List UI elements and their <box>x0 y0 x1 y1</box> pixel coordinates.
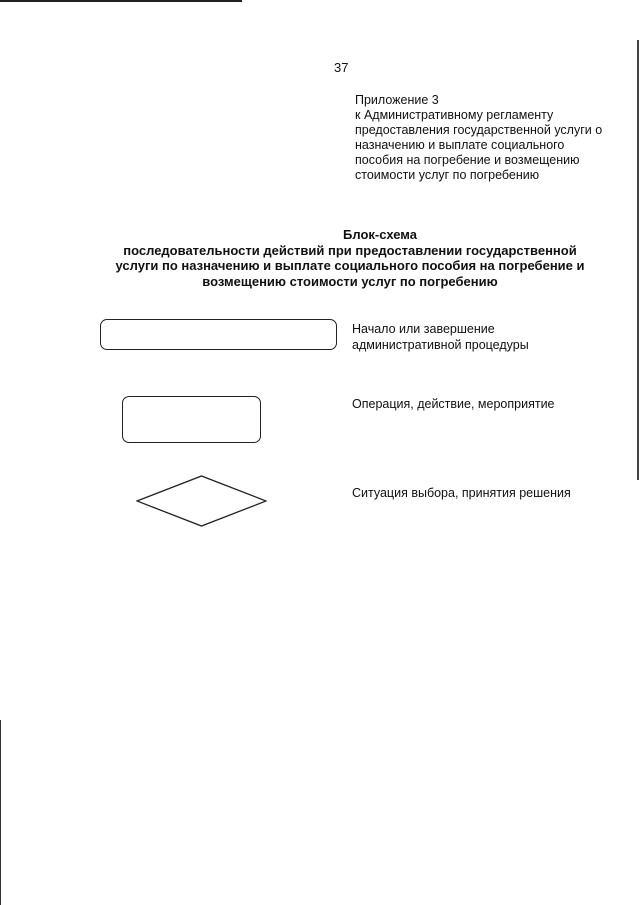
diamond-outline <box>137 476 266 526</box>
terminal-shape-symbol <box>100 319 337 350</box>
legend-label-line: Ситуация выбора, принятия решения <box>352 486 571 500</box>
appendix-line: к Административному регламенту <box>355 108 554 122</box>
appendix-note <box>355 93 635 183</box>
legend-label-process <box>352 396 555 412</box>
title-line: услуги по назначению и выплате социального пособия на погребение и <box>115 258 585 273</box>
appendix-line: стоимости услуг по погребению <box>355 168 540 182</box>
title-line: возмещению стоимости услуг по погребению <box>202 273 498 289</box>
legend-label-line: административной процедуры <box>352 338 529 352</box>
appendix-line: назначению и выплате социального <box>355 138 565 152</box>
title-line: последовательности действий при предоставлении государственной <box>123 242 577 258</box>
legend-label-decision <box>352 485 571 501</box>
appendix-line: Приложение 3 <box>355 93 439 107</box>
decision-diamond-symbol <box>136 475 267 527</box>
title-heading: Блок-схема <box>343 227 417 242</box>
scan-left-edge <box>0 720 1 905</box>
document-title <box>100 227 600 289</box>
appendix-line: предоставления государственной услуги о <box>355 123 603 137</box>
page-number: 37 <box>334 60 349 75</box>
legend-label-terminal <box>352 321 529 353</box>
process-shape-symbol <box>122 396 261 443</box>
scan-top-line <box>0 0 242 2</box>
scan-right-edge <box>637 40 639 480</box>
legend-label-line: Начало или завершение <box>352 322 495 336</box>
appendix-line: пособия на погребение и возмещению <box>355 153 580 167</box>
legend-label-line: Операция, действие, мероприятие <box>352 397 555 411</box>
